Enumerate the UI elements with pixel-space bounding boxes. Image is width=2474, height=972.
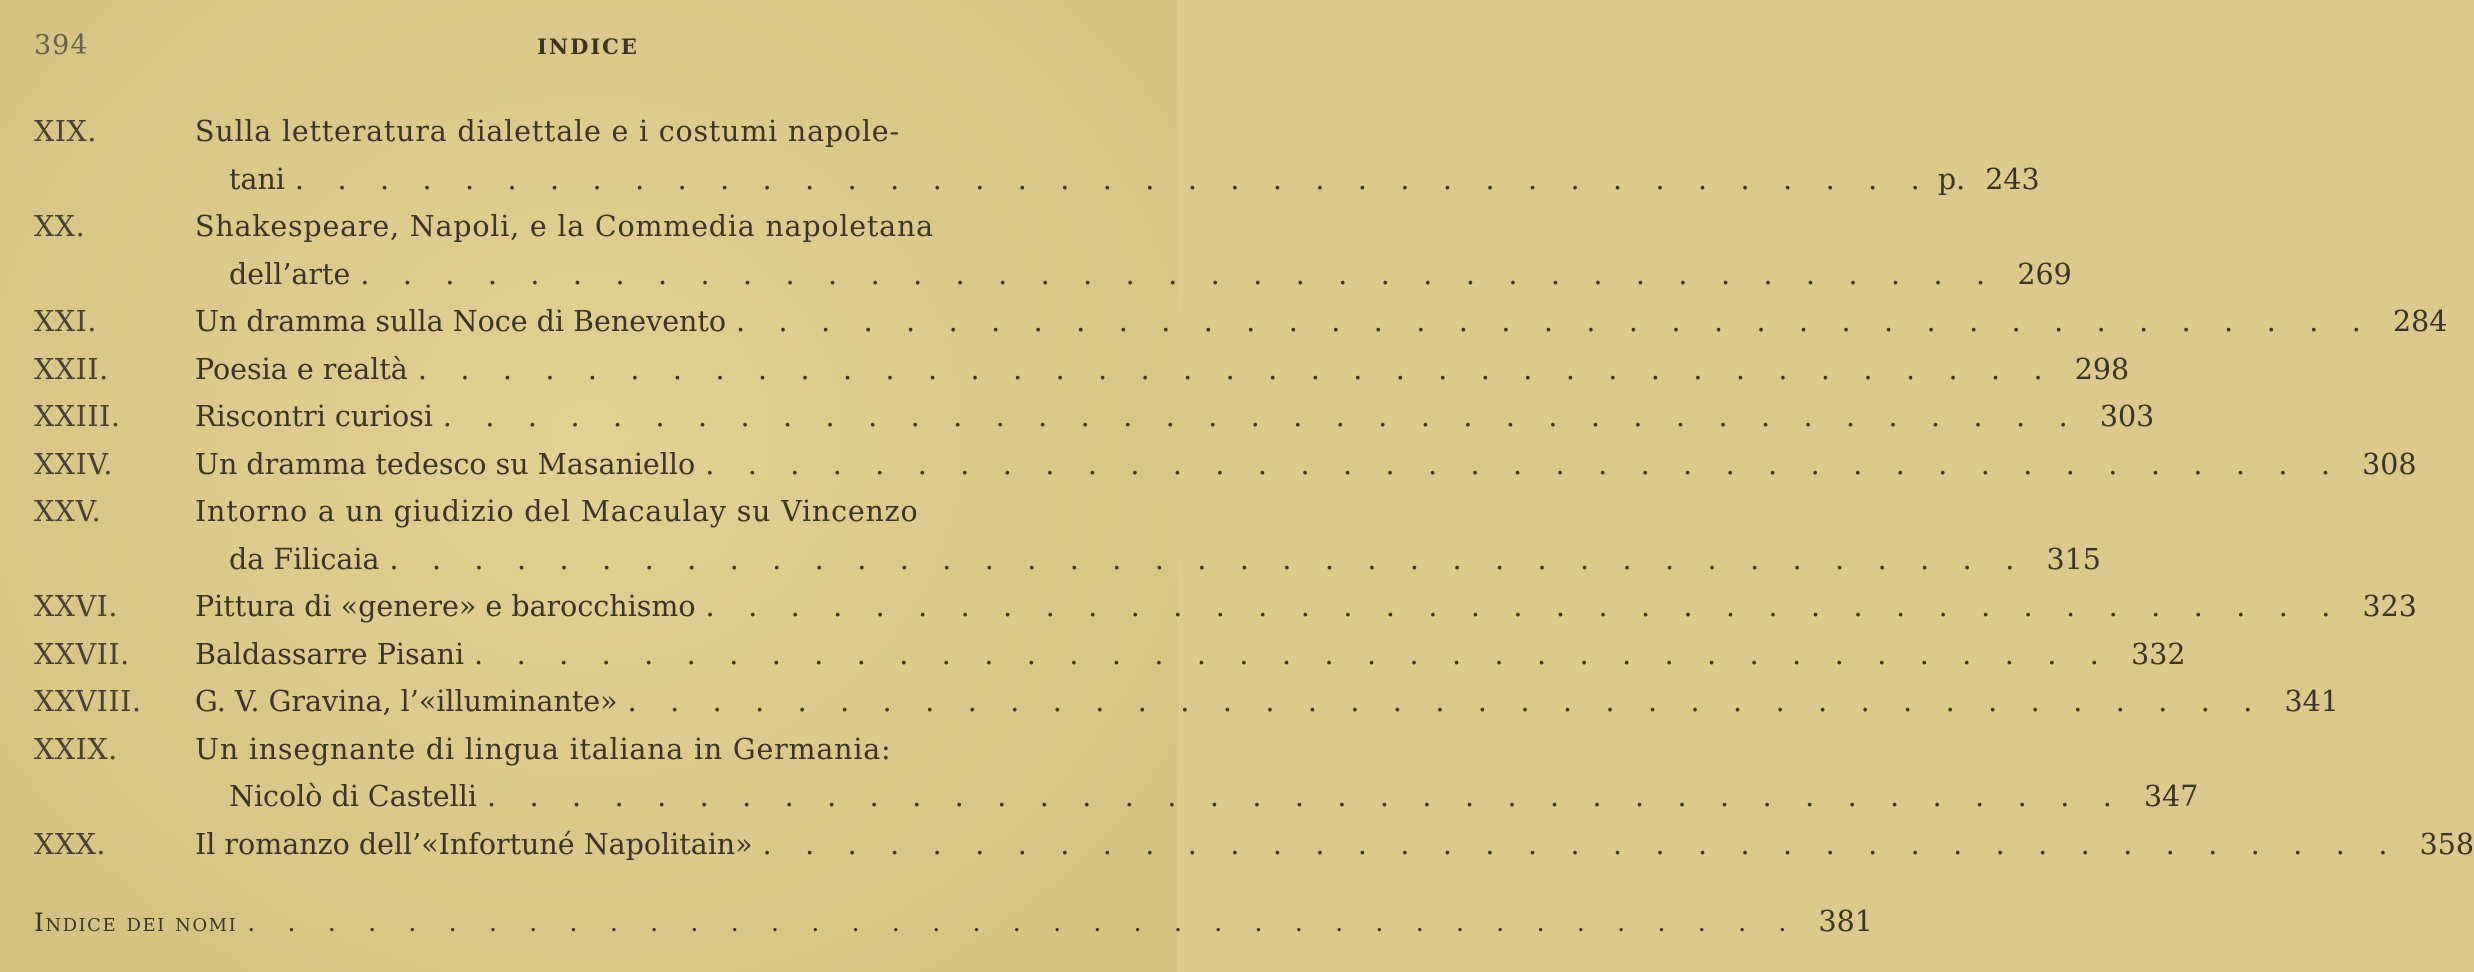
page-reference: 315 — [2046, 542, 2101, 576]
page-reference: 298 — [2074, 352, 2130, 386]
toc-entry-xxii[interactable] — [34, 346, 2130, 394]
leader-row — [195, 678, 2339, 726]
page-reference: 284 — [2393, 305, 2448, 338]
leader-row — [195, 298, 2448, 346]
chapter-number: XXII. — [34, 352, 109, 386]
chapter-title-continued: da Filicaia — [229, 542, 380, 576]
leader-row — [195, 393, 2155, 441]
chapter-number: XXX. — [34, 827, 106, 861]
chapter-title: G. V. Gravina, l’«illuminante» — [195, 685, 618, 718]
page-reference: 381 — [1818, 905, 1873, 938]
toc-entry-xxv-cont[interactable] — [34, 536, 2101, 584]
index-label: Indice dei nomi — [34, 908, 238, 937]
running-title: INDICE — [537, 34, 639, 59]
toc-entry-xx-cont[interactable] — [34, 251, 2072, 299]
chapter-number: XXIV. — [34, 447, 113, 481]
toc-entry-xix[interactable] — [34, 108, 1144, 156]
page-number: 394 — [34, 30, 89, 61]
chapter-title: Pittura di «genere» e barocchismo — [195, 590, 696, 623]
toc-entry-xxiv[interactable] — [34, 441, 2417, 489]
table-of-contents — [34, 108, 2474, 868]
toc-entry-xxx[interactable] — [34, 821, 2474, 869]
chapter-number: XXVII. — [34, 637, 130, 671]
leader-row — [195, 346, 2130, 394]
leader-row — [195, 583, 2417, 631]
chapter-title: Il romanzo dell’«Infortuné Napolitain» — [195, 827, 753, 861]
leader-row — [34, 898, 1873, 947]
chapter-number: XX. — [34, 210, 86, 243]
leader-row — [195, 441, 2417, 489]
leader-dots: . . . . . . . . . . . . . . . . . . . . . . . . . . . . . . . . . . . . . . . — [247, 908, 1799, 937]
leader-dots: . . . . . . . . . . . . . . . . . . . . . . . . . . . . . . . . . . . . . . . — [762, 827, 2400, 861]
toc-entry-xxiii[interactable] — [34, 393, 2155, 441]
page-reference: 332 — [2131, 637, 2186, 671]
toc-entry-xxv[interactable] — [34, 488, 1144, 536]
page-reference: 347 — [2143, 780, 2199, 813]
leader-dots: . . . . . . . . . . . . . . . . . . . . . . . . . . . . . . . . . . . . . . . — [474, 637, 2112, 671]
leader-row — [195, 821, 2474, 869]
toc-entry-xx[interactable] — [34, 203, 1144, 251]
leader-dots: . . . . . . . . . . . . . . . . . . . . . . . . . . . . . . . . . . . . . . . — [487, 780, 2124, 813]
page-header — [34, 28, 1142, 68]
leader-row — [229, 536, 2101, 584]
chapter-title: Baldassarre Pisani — [195, 637, 465, 671]
page-reference: 323 — [2362, 590, 2417, 623]
leader-row — [229, 251, 2072, 299]
leader-row — [229, 156, 2040, 204]
chapter-number: XXV. — [34, 495, 102, 528]
toc-entry-xxviii[interactable] — [34, 678, 2339, 726]
chapter-title: Intorno a un giudizio del Macaulay su Vincenzo — [195, 495, 919, 528]
page-reference: 243 — [1985, 162, 2040, 196]
chapter-title-continued: dell’arte — [229, 257, 351, 291]
leader-dots: . . . . . . . . . . . . . . . . . . . . . . . . . . . . . . . . . . . . . . . — [294, 162, 1932, 196]
leader-dots: . . . . . . . . . . . . . . . . . . . . . . . . . . . . . . . . . . . . . . . — [705, 590, 2343, 623]
page-reference: 303 — [2099, 400, 2155, 433]
toc-entry-xxi[interactable] — [34, 298, 2448, 346]
chapter-title: Un dramma sulla Noce di Benevento — [195, 305, 727, 338]
chapter-title: Shakespeare, Napoli, e la Commedia napoletana — [195, 210, 934, 243]
chapter-number: XXIX. — [34, 732, 118, 766]
page-prefix: p. — [1937, 162, 1966, 196]
chapter-number: XXVI. — [34, 590, 118, 623]
chapter-number: XXVIII. — [34, 685, 142, 718]
leader-dots: . . . . . . . . . . . . . . . . . . . . . . . . . . . . . . . . . . . . . . . — [736, 305, 2373, 338]
page-reference: 308 — [2362, 447, 2417, 481]
page-reference: 269 — [2017, 257, 2072, 291]
toc-entry-xxvi[interactable] — [34, 583, 2417, 631]
chapter-title-continued: Nicolò di Castelli — [229, 780, 478, 813]
leader-row — [229, 773, 2199, 821]
chapter-title: Un insegnante di lingua italiana in Germania: — [195, 732, 892, 766]
chapter-number: XXI. — [34, 305, 97, 338]
toc-entry-xxix[interactable] — [34, 726, 1144, 774]
page-reference: 341 — [2284, 685, 2339, 718]
chapter-title: Un dramma tedesco su Masaniello — [195, 447, 696, 481]
index-of-names-entry[interactable] — [34, 898, 1873, 946]
chapter-title: Sulla letteratura dialettale e i costumi napole- — [195, 115, 900, 148]
leader-dots: . . . . . . . . . . . . . . . . . . . . . . . . . . . . . . . . . . . . . . . — [705, 447, 2343, 481]
chapter-number: XXIII. — [34, 400, 121, 433]
toc-entry-xxvii[interactable] — [34, 631, 2186, 679]
leader-dots: . . . . . . . . . . . . . . . . . . . . . . . . . . . . . . . . . . . . . . . — [417, 352, 2055, 386]
toc-entry-xix-cont[interactable] — [34, 156, 2040, 204]
page-reference: 358 — [2419, 827, 2474, 861]
chapter-number: XIX. — [34, 115, 97, 148]
leader-dots: . . . . . . . . . . . . . . . . . . . . . . . . . . . . . . . . . . . . . . . — [627, 685, 2265, 718]
leader-row — [195, 631, 2186, 679]
leader-dots: . . . . . . . . . . . . . . . . . . . . . . . . . . . . . . . . . . . . . . . — [360, 257, 1998, 291]
chapter-title-continued: tani — [229, 162, 285, 196]
leader-dots: . . . . . . . . . . . . . . . . . . . . . . . . . . . . . . . . . . . . . . . — [442, 400, 2080, 433]
chapter-title: Riscontri curiosi — [195, 400, 433, 433]
toc-entry-xxix-cont[interactable] — [34, 773, 2199, 821]
leader-dots: . . . . . . . . . . . . . . . . . . . . . . . . . . . . . . . . . . . . . . . — [389, 542, 2027, 576]
chapter-title: Poesia e realtà — [195, 352, 408, 386]
